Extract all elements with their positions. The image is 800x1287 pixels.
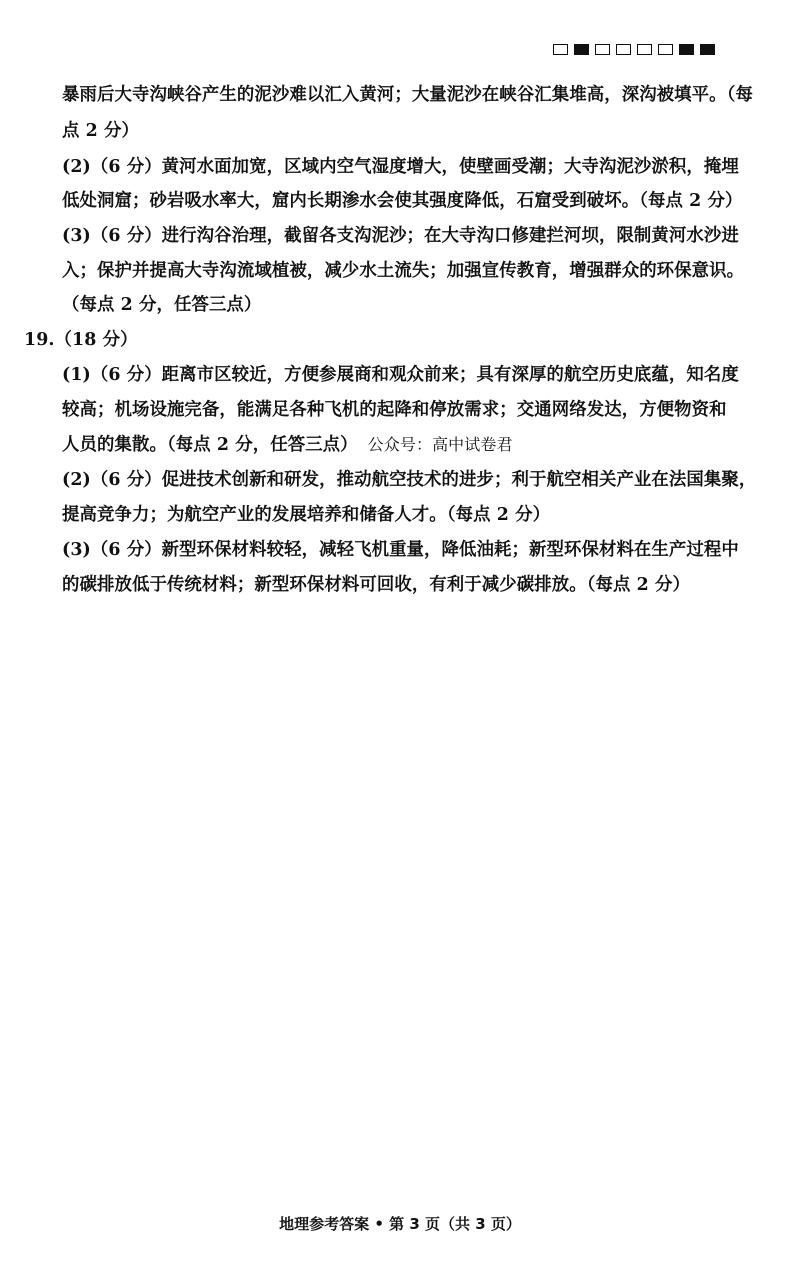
q19-p1-line-2: 较高；机场设施完备，能满足各种飞机的起降和停放需求；交通网络发达，方便物资和 xyxy=(62,400,727,420)
q18-p2-line-2: 低处洞窟；砂岩吸水率大，窟内长期渗水会使其强度降低，石窟受到破坏。（每点 2 分） xyxy=(62,191,743,211)
watermark-note: 公众号：高中试卷君 xyxy=(367,435,513,454)
q19-p3-line-2: 的碳排放低于传统材料；新型环保材料可回收，有利于减少碳排放。（每点 2 分） xyxy=(62,575,690,595)
q19-p2-line-1: (2)（6 分）促进技术创新和研发，推动航空技术的进步；利于航空相关产业在法国集聚， xyxy=(62,470,757,490)
q19-p1-line-3-text: 人员的集散。（每点 2 分，任答三点） xyxy=(62,435,358,455)
q18-p3-line-2: 入；保护并提高大寺沟流域植被，减少水土流失；加强宣传教育，增强群众的环保意识。 xyxy=(62,261,745,281)
answer-mark-box xyxy=(637,44,652,55)
answer-mark-box xyxy=(616,44,631,55)
q18-p1-line-1: 暴雨后大寺沟峡谷产生的泥沙难以汇入黄河；大量泥沙在峡谷汇集堆高，深沟被填平。（每 xyxy=(62,85,753,105)
answer-mark-box xyxy=(553,44,568,55)
page-footer: 地理参考答案 • 第 3 页（共 3 页） xyxy=(279,1215,521,1233)
header-answer-marks xyxy=(553,44,715,55)
q18-p1-line-2: 点 2 分） xyxy=(62,121,139,141)
q19-p3-line-1: (3)（6 分）新型环保材料较轻，减轻飞机重量，降低油耗；新型环保材料在生产过程中 xyxy=(62,540,739,560)
q18-p2-line-1: (2)（6 分）黄河水面加宽，区域内空气湿度增大，使壁画受潮；大寺沟泥沙淤积，掩埋 xyxy=(62,157,739,177)
answer-mark-box xyxy=(679,44,694,55)
answer-mark-box xyxy=(574,44,589,55)
q18-p3-line-1: (3)（6 分）进行沟谷治理，截留各支沟泥沙；在大寺沟口修建拦河坝，限制黄河水沙进 xyxy=(62,226,739,246)
q18-p3-line-3: （每点 2 分，任答三点） xyxy=(62,295,262,315)
answer-mark-box xyxy=(700,44,715,55)
q19-p2-line-2: 提高竞争力；为航空产业的发展培养和储备人才。（每点 2 分） xyxy=(62,505,551,525)
q19-p1-line-3 xyxy=(62,430,513,455)
q19-heading: 19.（18 分） xyxy=(24,330,138,350)
answer-mark-box xyxy=(595,44,610,55)
q19-p1-line-1: (1)（6 分）距离市区较近，方便参展商和观众前来；具有深厚的航空历史底蕴，知名度 xyxy=(62,365,739,385)
answer-mark-box xyxy=(658,44,673,55)
